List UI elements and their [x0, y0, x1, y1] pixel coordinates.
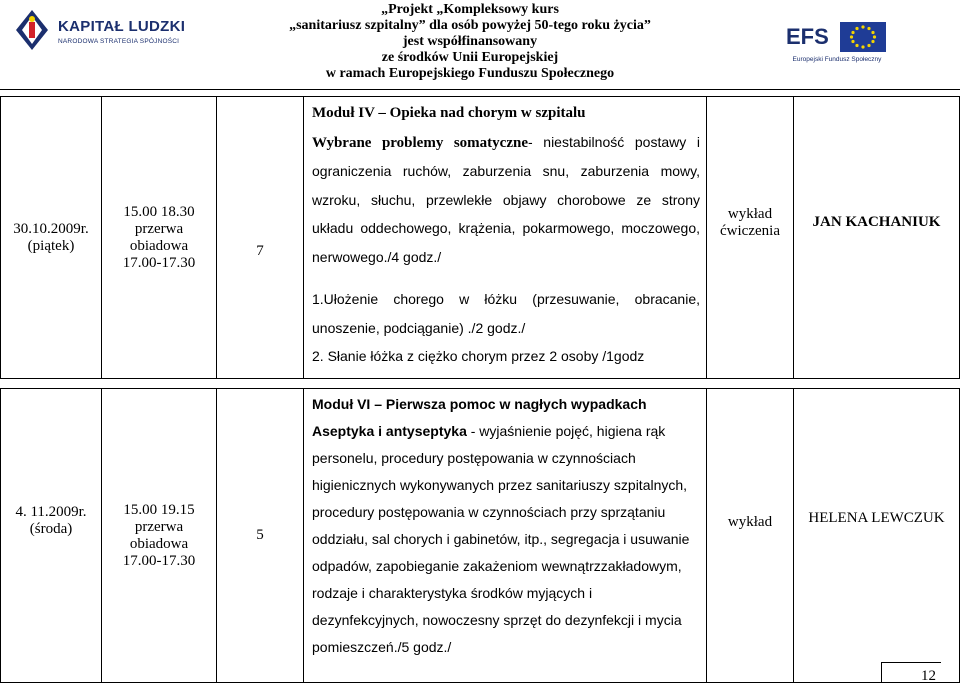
module-topic: [312, 128, 700, 272]
break-label: obiadowa: [129, 535, 189, 552]
module-topic: [312, 418, 700, 661]
lecturer-name: JAN KACHANIUK: [812, 214, 941, 230]
hours-cell: [216, 96, 304, 379]
time-range: 15.00 19.15: [123, 501, 195, 518]
hours-text: 7: [256, 243, 264, 259]
module-description-cell: [303, 96, 707, 379]
efs-logo-text: EFS: [786, 24, 829, 49]
module-title: Moduł VI – Pierwsza pomoc w nagłych wypadkach: [312, 396, 647, 412]
module-title: Moduł IV – Opieka nad chorym w szpitalu: [312, 105, 586, 121]
page-number: 12: [921, 668, 936, 684]
form-cell: [706, 96, 794, 379]
topic-text: - niestabilność postawy i ograniczenia ruchów, zaburzenia snu, zaburzenia mowy, wzroku, słuchu, przewlekłe objawy chorobowe ze strony układu oddechowego, krążenia, pokarmowego, moczowego, nerwowego./4 godz./: [312, 133, 700, 265]
project-header-text: [250, 2, 690, 82]
form-exercises: ćwiczenia: [720, 222, 780, 239]
date-cell: [0, 388, 102, 683]
header-line: „Projekt „Kompleksowy kurs: [381, 2, 559, 17]
topic-heading: Aseptyka i antyseptyka: [312, 423, 467, 439]
module-topic: 2. Słanie łóżka z ciężko chorym przez 2 osoby /1godz: [312, 348, 645, 364]
page-header: [0, 0, 960, 86]
module-topic: 1.Ułożenie chorego w łóżku (przesuwanie, obracanie, unoszenie, podciąganie) ./2 godz./: [312, 291, 700, 336]
time-cell: [101, 96, 217, 379]
date-text: 4. 11.2009r.: [15, 503, 87, 520]
break-time: 17.00-17.30: [122, 552, 196, 569]
header-line: „sanitariusz szpitalny” dla osób powyżej 50-tego roku życia”: [289, 18, 651, 33]
lecturer-cell: [793, 96, 960, 379]
efs-logo: [782, 14, 892, 72]
header-divider: [0, 89, 960, 90]
weekday-text: (piątek): [27, 237, 75, 254]
module-description-cell: [303, 388, 707, 683]
form-lecture: wykład: [727, 205, 773, 222]
topic-heading: Wybrane problemy somatyczne: [312, 134, 528, 151]
break-label: przerwa: [134, 518, 184, 535]
date-text: 30.10.2009r.: [13, 220, 89, 237]
lecturer-cell: [793, 388, 960, 683]
header-line: ze środków Unii Europejskiej: [381, 50, 559, 65]
hours-cell: [216, 388, 304, 683]
time-range: 15.00 18.30: [123, 203, 195, 220]
topic-text: - wyjaśnienie pojęć, higiena rąk personelu, procedury postępowania w czynnościach higienicznych wykonywanych przez sanitariuszy szpitalnych, procedury postępowania w czynnościach przy sprzątaniu oddziału, sal chorych i gabinetów, itp., segregacja i usuwanie odpadów, zapobieganie zakażeniom wewnątrzzakładowym, rodzaje i charakterystyka środków myjących i dezynfekcyjnych, nowoczesny sprzęt do dezynfekcji i mycia pomieszczeń./5 godz./: [312, 423, 690, 655]
header-line: jest współfinansowany: [402, 34, 538, 49]
kapital-ludzki-subtitle: NARODOWA STRATEGIA SPÓJNOŚCI: [58, 38, 180, 45]
weekday-text: (środa): [29, 520, 73, 537]
form-lecture: wykład: [727, 514, 773, 530]
kapital-ludzki-emblem-icon: [12, 8, 52, 52]
header-line: w ramach Europejskiego Funduszu Społecznego: [325, 66, 615, 81]
date-cell: [0, 96, 102, 379]
break-label: obiadowa: [129, 237, 189, 254]
break-time: 17.00-17.30: [122, 254, 196, 271]
efs-emblem-icon: [782, 14, 892, 56]
efs-subtitle: Europejski Fundusz Społeczny: [792, 56, 882, 63]
break-label: przerwa: [134, 220, 184, 237]
lecturer-name: HELENA LEWCZUK: [808, 510, 945, 526]
hours-text: 5: [256, 527, 264, 543]
form-cell: [706, 388, 794, 683]
time-cell: [101, 388, 217, 683]
kapital-ludzki-title: KAPITAŁ LUDZKI: [58, 18, 186, 35]
kapital-ludzki-logo: [12, 8, 186, 52]
